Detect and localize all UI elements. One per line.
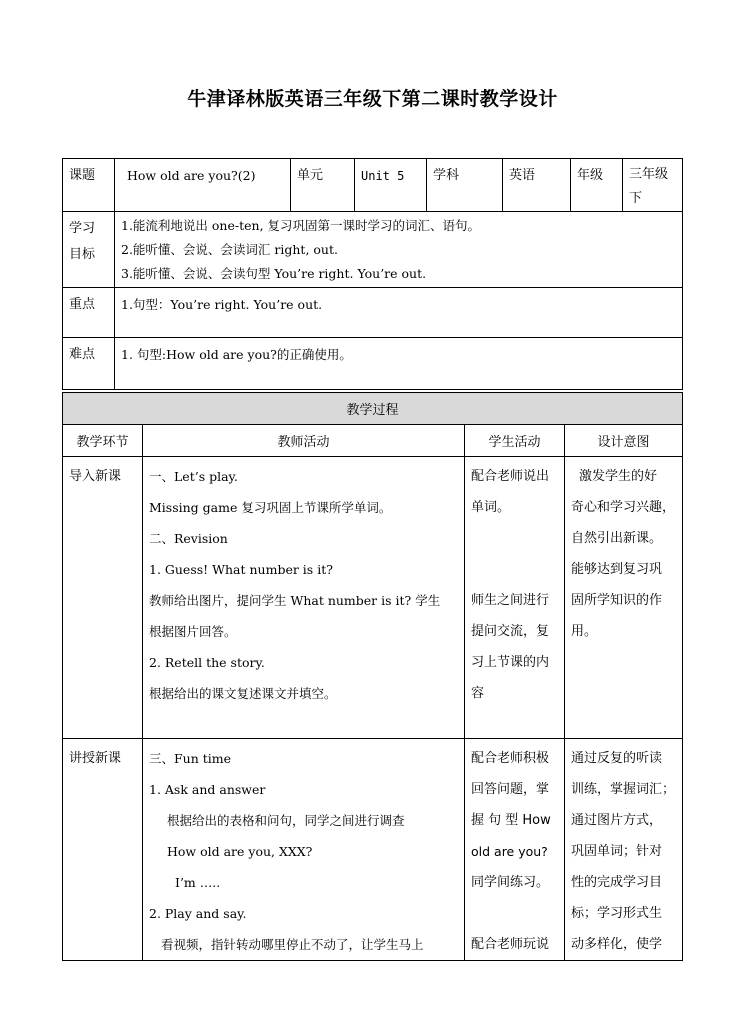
student-line bbox=[471, 523, 558, 554]
student-line: 习上节课的内 bbox=[471, 655, 550, 670]
intent-line: 巩固单词；针对 bbox=[571, 844, 663, 859]
intent-line: 能够达到复习巩 bbox=[571, 562, 663, 577]
teacher-line: I’m ….. bbox=[175, 875, 221, 890]
student-line: 单词。 bbox=[471, 500, 511, 515]
intent-line: 固所学知识的作 bbox=[571, 593, 663, 608]
intent-line: 自然引出新课。 bbox=[571, 531, 663, 546]
student-activity bbox=[465, 457, 564, 709]
teacher-line: How old are you, XXX? bbox=[167, 844, 313, 859]
column-header: 学生活动 bbox=[465, 425, 565, 457]
goal-item: 1.能流利地说出 one-ten, 复习巩固第一课时学习的词汇、语句。 bbox=[121, 218, 481, 233]
student-line bbox=[471, 898, 558, 929]
unit-label: 单元 bbox=[297, 168, 324, 183]
teacher-line: 根据给出的课文复述课文并填空。 bbox=[149, 686, 337, 701]
stage-label: 讲授新课 bbox=[69, 751, 122, 766]
goal-item: 2.能听懂、会说、会读词汇 right, out. bbox=[121, 242, 338, 257]
teacher-activity bbox=[143, 739, 464, 960]
design-intent bbox=[565, 457, 682, 647]
process-table bbox=[62, 392, 683, 961]
column-header: 教师活动 bbox=[143, 425, 465, 457]
student-line: 师生之间进行 bbox=[471, 593, 550, 608]
student-line: 配合老师积极 bbox=[471, 751, 550, 766]
teacher-line: 2. Play and say. bbox=[149, 906, 247, 921]
student-line: old are you? bbox=[471, 844, 548, 859]
intent-line: 标；学习形式生 bbox=[571, 906, 663, 921]
teacher-line: 教师给出图片，提问学生 What number is it? 学生 bbox=[149, 593, 441, 608]
student-line: 回答问题，掌 bbox=[471, 782, 550, 797]
goals-list bbox=[115, 212, 682, 286]
student-line: 容 bbox=[471, 686, 485, 701]
student-line: 配合老师说出 bbox=[471, 469, 550, 484]
page-title: 牛津译林版英语三年级下第二课时教学设计 bbox=[187, 88, 558, 110]
student-line: 握 句 型 How bbox=[471, 813, 551, 828]
unit-value: Unit 5 bbox=[361, 169, 405, 183]
column-header: 设计意图 bbox=[565, 425, 683, 457]
stage-label: 导入新课 bbox=[69, 469, 122, 484]
topic-label: 课题 bbox=[69, 168, 96, 183]
design-intent bbox=[565, 739, 682, 960]
intent-line: 用。 bbox=[571, 624, 598, 639]
process-header: 教学过程 bbox=[63, 393, 683, 425]
subject-label: 学科 bbox=[433, 168, 460, 183]
teacher-line: 1. Ask and answer bbox=[149, 782, 266, 797]
goals-label: 学习目标 bbox=[69, 221, 96, 262]
key-text: 1.句型：You’re right. You’re out. bbox=[121, 297, 323, 312]
info-table bbox=[62, 158, 683, 390]
goal-item: 3.能听懂、会说、会读句型 You’re right. You’re out. bbox=[121, 266, 427, 281]
student-line bbox=[471, 554, 558, 585]
teacher-line: 1. Guess! What number is it? bbox=[149, 562, 333, 577]
teacher-line: 二、Revision bbox=[149, 531, 228, 546]
teacher-line: 根据给出的表格和问句，同学之间进行调查 bbox=[167, 813, 405, 828]
intent-line: 通过反复的听读 bbox=[571, 751, 663, 766]
teacher-line: 三、Fun time bbox=[149, 751, 232, 766]
intent-line: 训练，掌握词汇； bbox=[571, 782, 676, 797]
student-line: 同学间练习。 bbox=[471, 875, 550, 890]
difficult-label: 难点 bbox=[69, 347, 96, 362]
grade-label: 年级 bbox=[577, 168, 604, 183]
subject-value: 英语 bbox=[509, 168, 536, 183]
column-header: 教学环节 bbox=[63, 425, 143, 457]
intent-line: 奇心和学习兴趣， bbox=[571, 500, 676, 515]
key-label: 重点 bbox=[69, 297, 96, 312]
teacher-line: 看视频，指针转动哪里停止不动了，让学生马上 bbox=[161, 937, 424, 952]
student-activity bbox=[465, 739, 564, 960]
teacher-line: 2. Retell the story. bbox=[149, 655, 265, 670]
teacher-activity bbox=[143, 457, 464, 709]
intent-line: 激发学生的好 bbox=[579, 469, 658, 484]
intent-line: 动多样化，使学 bbox=[571, 937, 663, 952]
grade-value: 三年级下 bbox=[629, 167, 669, 206]
teacher-line: Missing game 复习巩固上节课所学单词。 bbox=[149, 500, 392, 515]
topic-value: How old are you?(2) bbox=[127, 168, 256, 183]
student-line: 提问交流，复 bbox=[471, 624, 550, 639]
intent-line: 性的完成学习目 bbox=[571, 875, 663, 890]
teacher-line: 一、Let’s play. bbox=[149, 469, 238, 484]
teacher-line: 根据图片回答。 bbox=[149, 624, 237, 639]
student-line: 配合老师玩说 bbox=[471, 937, 550, 952]
difficult-text: 1. 句型:How old are you?的正确使用。 bbox=[121, 347, 352, 362]
intent-line: 通过图片方式， bbox=[571, 813, 663, 828]
